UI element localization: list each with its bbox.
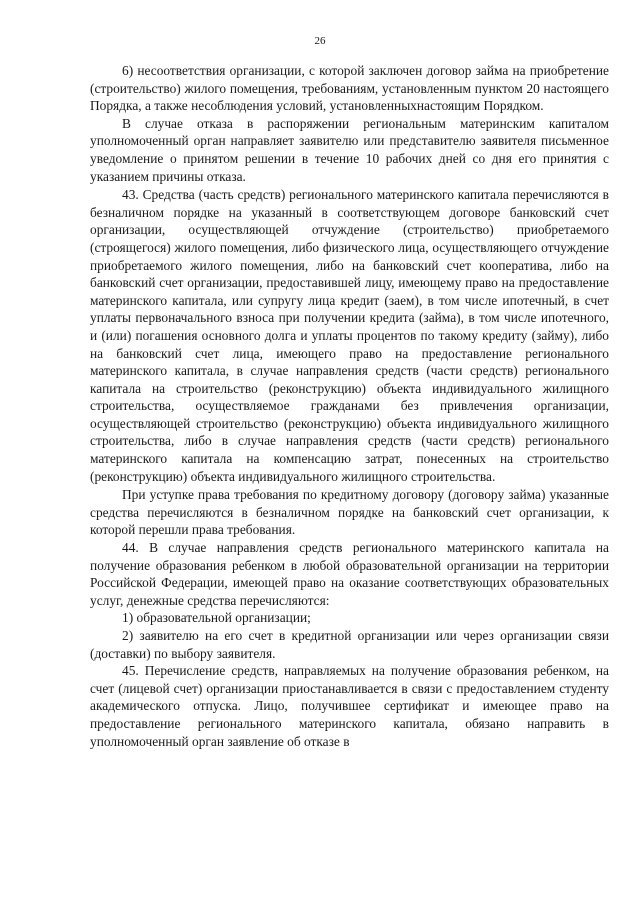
paragraph-refusal-notice: В случае отказа в распоряжении региональным материнским капиталом уполномоченный орган направляет заявителю или представителю заявителя письменное уведомление о принятом решении в течение 10 рабочих дней со дня его принятия с указанием причины отказа. [90,115,609,184]
page-number: 26 [314,35,326,47]
list-item-educational-organization: 1) образовательной организации; [122,610,311,626]
paragraph-assignment-of-claim: При уступке права требования по кредитному договору (договору займа) указанные средства перечисляются в безналичном порядке на банковский счет организации, к которой перешли права требования. [90,487,609,538]
paragraph-section-45: 45. Перечисление средств, направляемых на получение образования ребенком, на счет (лицевой счет) организации приостанавливается в связи с предоставлением студенту академического отпуска. Лицо, получившее сертификат и имеющее право на предоставление регионального материнского капитала, обязано направить в уполномоченный орган заявление об отказе в [90,663,609,749]
list-item-applicant-account: 2) заявителю на его счет в кредитной организации или через организации связи (доставки) по выбору заявителя. [90,628,609,661]
paragraph-section-43: 43. Средства (часть средств) регионального материнского капитала перечисляются в безналичном порядке на указанный в соответствующем договоре банковский счет организации, осуществляющей отчуждение (строительство) приобретаемого (строящегося) жилого помещения, либо физического лица, осуществляющего отчуждение приобретаемого жилого помещения, либо на банковский счет кооператива, либо на банковский счет организации, предоставившей лицу, имеющему право на предоставление материнского капитала, или супругу лица кредит (заем), в том числе ипотечный, в счет уплаты первоначального взноса при получении кредита (займа), в том числе ипотечного, и (или) погашения основного долга и уплаты процентов по такому кредиту (займу), либо на банковский счет лица, имеющего право на предоставление регионального материнского капитала, в случае направления средств (части средств) регионального капитала на строительство (реконструкцию) объекта индивидуального жилищного строительства, осуществляемое гражданами без привлечения организации, осуществляющей строительство (реконструкцию) объекта индивидуального жилищного строительства, либо в случае направления средств (части средств) регионального материнского капитала на компенсацию затрат, понесенных на строительство (реконструкцию) объекта индивидуального жилищного строительства. [90,187,609,484]
document-body [90,62,609,750]
paragraph-section-44: 44. В случае направления средств регионального материнского капитала на получение образования ребенком в любой образовательной организации на территории Российской Федерации, имеющей право на оказание соответствующих образовательных услуг, денежные средства перечисляются: [90,540,609,608]
paragraph-item-6: 6) несоответствия организации, с которой заключен договор займа на приобретение (строительство) жилого помещения, требованиям, установленным пунктом 20 настоящего Порядка, а также несоблюдения условий, установленныхнастоящим Порядком. [90,63,609,114]
